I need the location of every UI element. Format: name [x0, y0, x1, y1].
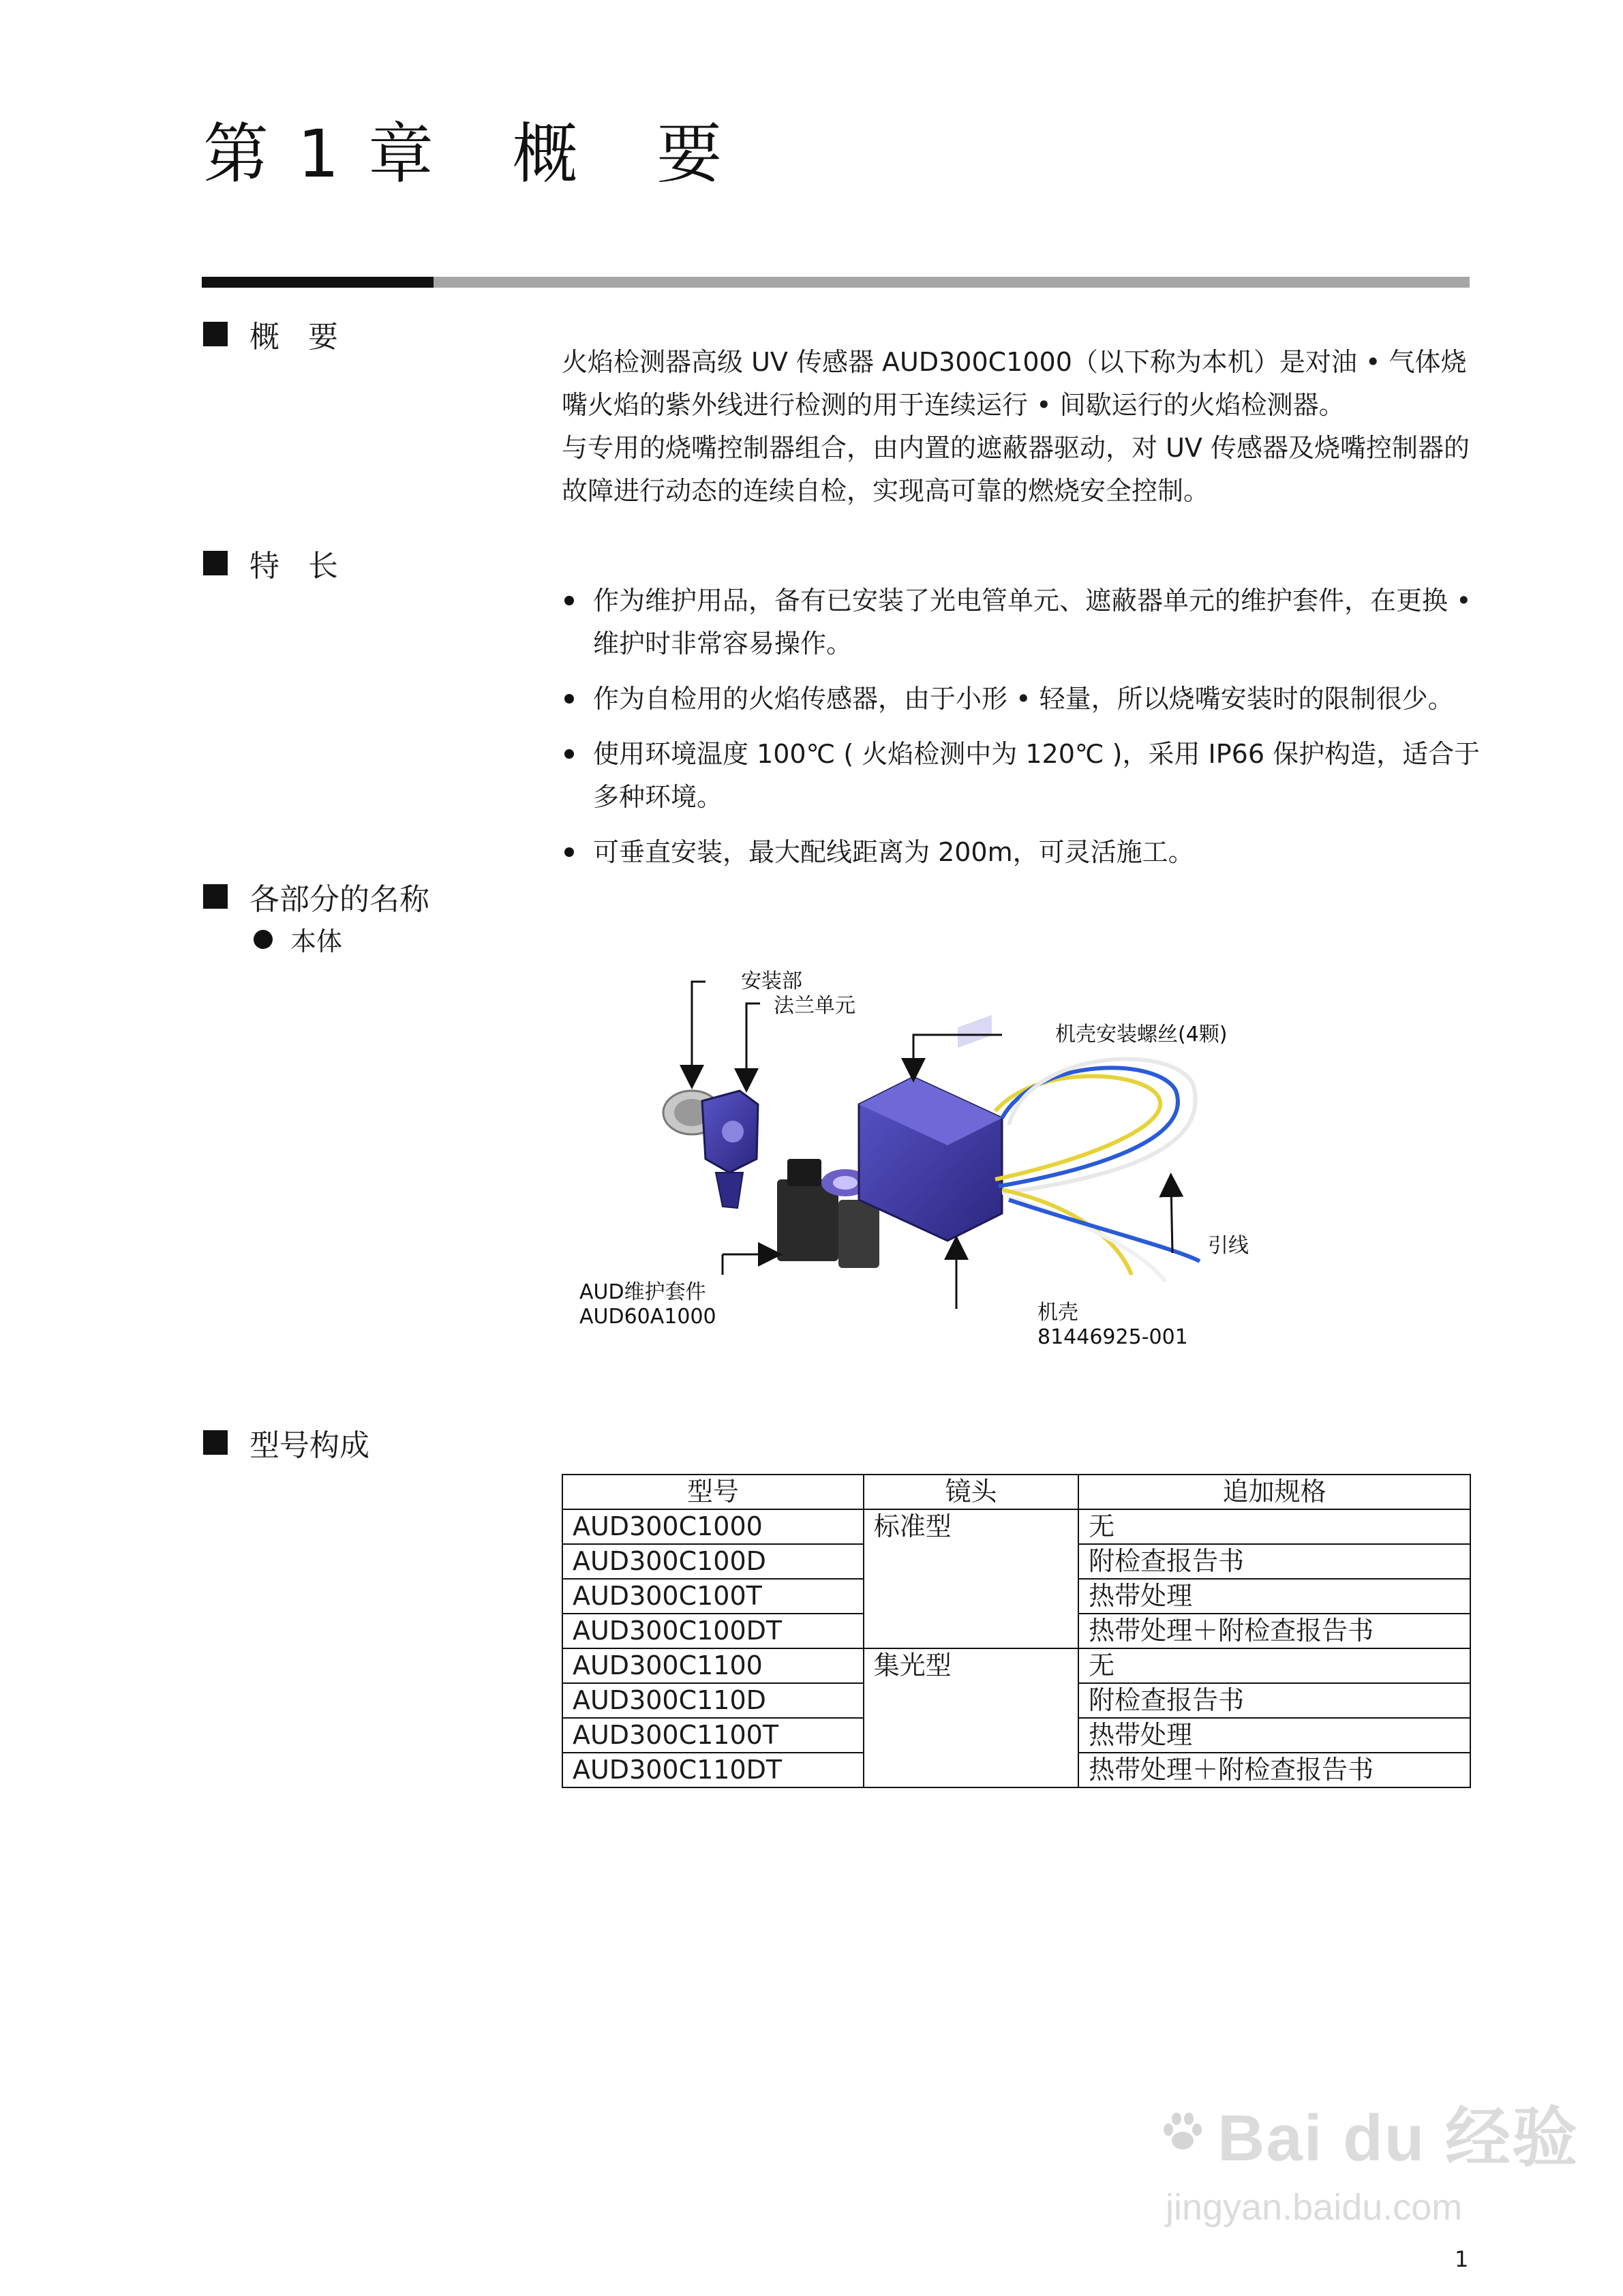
spec-cell: 无 — [1078, 1509, 1470, 1544]
feature-text: 作为维护用品，备有已安装了光电管单元、遮蔽器单元的维护套件，在更换 • 维护时非常容易操作。 — [593, 586, 1472, 659]
square-bullet-icon — [203, 551, 228, 575]
header-rule-dark — [202, 277, 434, 288]
section-heading-label: 型号构成 — [249, 1428, 369, 1463]
model-cell: AUD300C100T — [562, 1579, 864, 1614]
feature-text: 可垂直安装，最大配线距离为 200m，可灵活施工。 — [593, 837, 1194, 867]
model-cell: AUD300C1000 — [562, 1509, 864, 1544]
paw-logo-icon — [1159, 2109, 1207, 2157]
bullet-dot-icon — [564, 694, 574, 704]
model-cell: AUD300C110DT — [562, 1753, 864, 1787]
page-number: 1 — [1455, 2246, 1469, 2272]
model-cell: AUD300C110D — [562, 1683, 864, 1718]
watermark — [1159, 2086, 1579, 2229]
square-bullet-icon — [203, 1430, 228, 1455]
model-table — [562, 1474, 1471, 1788]
column-header: 型号 — [562, 1475, 864, 1509]
feature-text: 使用环境温度 100℃ ( 火焰检测中为 120℃ )，采用 IP66 保护构造，适合于多种环境。 — [593, 739, 1481, 812]
subheading-label: 本体 — [290, 926, 343, 956]
section-heading-parts — [203, 875, 429, 918]
label-lead-wire: 引线 — [1208, 1234, 1249, 1258]
overview-paragraph: 与专用的烧嘴控制器组合，由内置的遮蔽器驱动，对 UV 传感器及烧嘴控制器的故障进行动态的连续自检，实现高可靠的燃烧安全控制。 — [562, 433, 1470, 506]
label-kit-model: AUD60A1000 — [579, 1305, 716, 1329]
label-case-model: 81446925-001 — [1037, 1325, 1188, 1349]
feature-text: 作为自检用的火焰传感器，由于小形 • 轻量，所以烧嘴安装时的限制很少。 — [593, 684, 1454, 714]
section-heading-overview — [203, 312, 338, 356]
label-case-screw: 机壳安装螺丝(4颗) — [1055, 1023, 1228, 1046]
section-heading-models — [203, 1421, 369, 1464]
model-cell: AUD300C1100T — [562, 1718, 864, 1753]
lead-wires-illustration — [995, 1059, 1200, 1282]
model-cell: AUD300C100DT — [562, 1614, 864, 1648]
feature-item — [562, 831, 1496, 874]
lens-cell: 标准型 — [864, 1509, 1078, 1648]
bullet-dot-icon — [564, 596, 574, 605]
watermark-brand: Bai du 经验 — [1217, 2102, 1579, 2175]
column-header: 追加规格 — [1078, 1475, 1470, 1509]
overview-paragraph: 火焰检测器高级 UV 传感器 AUD300C1000（以下称为本机）是对油 • 气体烧嘴火焰的紫外线进行检测的用于连续运行 • 间歇运行的火焰检测器。 — [562, 347, 1467, 420]
feature-list — [562, 579, 1496, 886]
table-header-row — [562, 1475, 1470, 1509]
flange-unit-illustration — [663, 1091, 758, 1208]
spec-cell: 附检查报告书 — [1078, 1544, 1470, 1579]
feature-item — [562, 678, 1496, 721]
label-flange-unit: 法兰单元 — [774, 994, 855, 1018]
section-heading-features — [203, 541, 338, 585]
overview-text — [562, 341, 1489, 513]
section-heading-label: 各部分的名称 — [249, 882, 429, 917]
spec-cell: 热带处理＋附检查报告书 — [1078, 1614, 1470, 1648]
section-heading-label: 特 长 — [249, 549, 338, 584]
subheading-body — [254, 920, 342, 958]
watermark-url: jingyan.baidu.com — [1166, 2187, 1463, 2228]
table-row — [562, 1509, 1470, 1544]
label-kit-name: AUD维护套件 — [579, 1280, 706, 1304]
label-mount: 安装部 — [741, 969, 802, 993]
case-illustration — [859, 1015, 1002, 1241]
spec-cell: 附检查报告书 — [1078, 1683, 1470, 1718]
section-heading-label: 概 要 — [249, 320, 338, 354]
spec-cell: 热带处理＋附检查报告书 — [1078, 1753, 1470, 1787]
feature-item — [562, 579, 1496, 665]
column-header: 镜头 — [864, 1475, 1078, 1509]
feature-item — [562, 733, 1496, 819]
bullet-dot-icon — [564, 847, 574, 857]
spec-cell: 热带处理 — [1078, 1718, 1470, 1753]
header-rule-gray — [434, 277, 1470, 288]
circle-bullet-icon — [254, 930, 273, 949]
square-bullet-icon — [203, 322, 228, 346]
bullet-dot-icon — [564, 749, 574, 759]
spec-cell: 热带处理 — [1078, 1579, 1470, 1614]
chapter-title: 第 1 章 概 要 — [203, 116, 727, 192]
table-row — [562, 1648, 1470, 1683]
model-cell: AUD300C100D — [562, 1544, 864, 1579]
lens-cell: 集光型 — [864, 1648, 1078, 1787]
spec-cell: 无 — [1078, 1648, 1470, 1683]
model-cell: AUD300C1100 — [562, 1648, 864, 1683]
label-case-name: 机壳 — [1037, 1301, 1078, 1325]
square-bullet-icon — [203, 884, 228, 909]
